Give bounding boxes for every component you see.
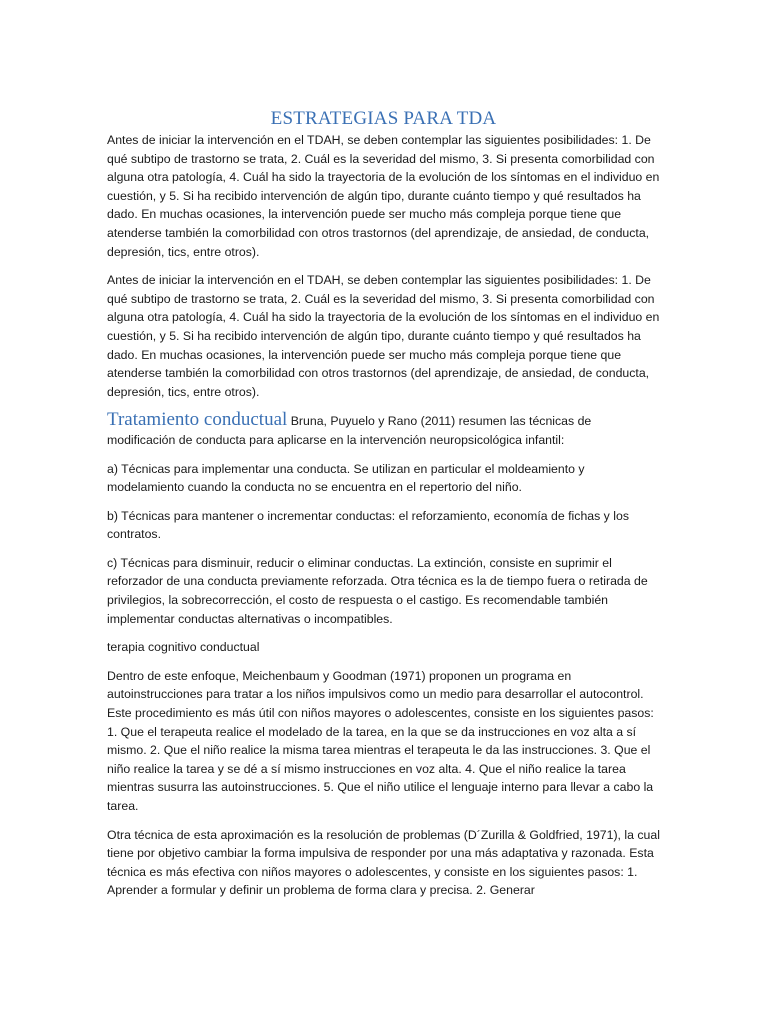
technique-item-a: a) Técnicas para implementar una conducta. Se utilizan en particular el moldeamiento y modelamiento cuando la conducta no se encuentra en el repertorio del niño.: [107, 461, 585, 495]
intro-paragraph-2: Antes de iniciar la intervención en el TDAH, se deben contemplar las siguientes posibilidades: 1. De qué subtipo de trastorno se trata, 2. Cuál es la severidad del mismo, 3. Si presenta comorbilidad con alguna otra patología, 4. Cuál ha sido la trayectoria de la evolución de los síntomas en el individuo en cuestión, y 5. Si ha recibido intervención de algún tipo, durante cuánto tiempo y qué resultados ha dado. En muchas ocasiones, la intervención puede ser mucho más compleja porque tiene que atenderse también la comorbilidad con otros trastornos (del aprendizaje, de ansiedad, de conducta, depresión, tics, entre otros).: [107, 273, 660, 399]
subheading-cognitive-therapy: terapia cognitivo conductual: [107, 640, 260, 655]
document-page: [107, 108, 660, 910]
document-title: ESTRATEGIAS PARA TDA: [270, 108, 497, 129]
section-heading-behavioral-treatment: Tratamiento conductual: [107, 409, 288, 431]
intro-paragraph-1: Antes de iniciar la intervención en el TDAH, se deben contemplar las siguientes posibilidades: 1. De qué subtipo de trastorno se trata, 2. Cuál es la severidad del mismo, 3. Si presenta comorbilidad con alguna otra patología, 4. Cuál ha sido la trayectoria de la evolución de los síntomas en el individuo en cuestión, y 5. Si ha recibido intervención de algún tipo, durante cuánto tiempo y qué resultados ha dado. En muchas ocasiones, la intervención puede ser mucho más compleja porque tiene que atenderse también la comorbilidad con otros trastornos (del aprendizaje, de ansiedad, de conducta, depresión, tics, entre otros).: [107, 133, 660, 259]
technique-item-b: b) Técnicas para mantener o incrementar conductas: el reforzamiento, economía de fichas y los contratos.: [107, 508, 629, 542]
behavioral-treatment-paragraph: [107, 411, 660, 449]
technique-item-c: c) Técnicas para disminuir, reducir o eliminar conductas. La extinción, consiste en suprimir el reforzador de una conducta previamente reforzada. Otra técnica es la de tiempo fuera o retirada de privilegios, la sobrecorrección, el costo de respuesta o el castigo. Es recomendable también implementar conductas alternativas o incompatibles.: [107, 555, 648, 626]
section-intro-text: Bruna, Puyuelo y Rano (2011) resumen las técnicas de modificación de conducta para aplicarse en la intervención neuropsicológica infantil:: [107, 414, 592, 447]
meichenbaum-paragraph: Dentro de este enfoque, Meichenbaum y Goodman (1971) proponen un programa en autoinstrucciones para tratar a los niños impulsivos como un medio para desarrollar el autocontrol. Este procedimiento es más útil con niños mayores o adolescentes, consiste en los siguientes pasos: 1. Que el terapeuta realice el modelado de la tarea, en la que se da instrucciones en voz alta a sí mismo. 2. Que el niño realice la misma tarea mientras el terapeuta le da las instrucciones. 3. Que el niño realice la tarea y se dé a sí mismo instrucciones en voz alta. 4. Que el niño realice la tarea mientras susurra las autoinstrucciones. 5. Que el niño utilice el lenguaje interno para llevar a cabo la tarea.: [107, 668, 654, 813]
dzurilla-paragraph: Otra técnica de esta aproximación es la resolución de problemas (D´Zurilla & Goldfried, 1971), la cual tiene por objetivo cambiar la forma impulsiva de responder por una más adaptativa y razonada. Esta técnica es más efectiva con niños mayores o adolescentes, y consiste en los siguientes pasos: 1. Aprender a formular y definir un problema de forma clara y precisa. 2. Generar: [107, 827, 660, 898]
